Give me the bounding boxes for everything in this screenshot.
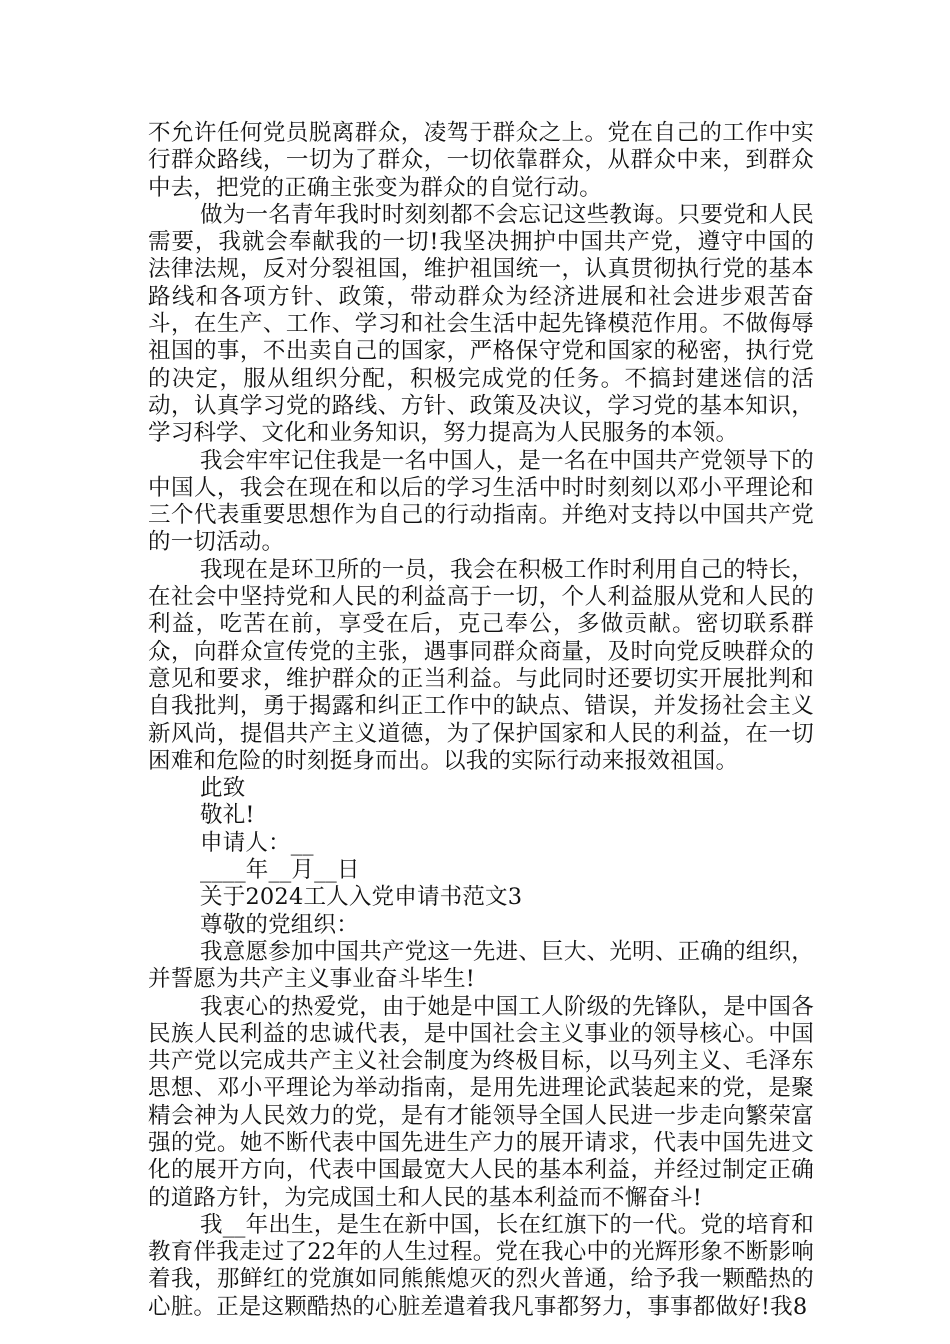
paragraph: 做为一名青年我时时刻刻都不会忘记这些教诲。只要党和人民需要，我就会奉献我的一切!我坚决拥护中国共产党，遵守中国的法律法规，反对分裂祖国，维护祖国统一，认真贯彻执行党的基本路线和各项方针、政策，带动群众为经济进展和社会进步艰苦奋斗，在生产、工作、学习和社会生活中起先锋模范作用。不做侮辱祖国的事，不出卖自己的国家，严格保守党和国家的秘密，执行党的决定，服从组织分配，积极完成党的任务。不搞封建迷信的活动，认真学习党的路线、方针、政策及决议，学习党的基本知识，学习科学、文化和业务知识，努力提高为人民服务的本领。 — [148, 201, 814, 447]
closing-salutation: 此致 — [200, 775, 246, 802]
paragraph: 不允许任何党员脱离群众，凌驾于群众之上。党在自己的工作中实行群众路线，一切为了群众，一切依靠群众，从群众中来，到群众中去，把党的正确主张变为群众的自觉行动。 — [148, 120, 814, 201]
paragraph: 我__年出生，是生在新中国，长在红旗下的一代。党的培育和教育伴我走过了22年的人生过程。党在我心中的光辉形象不断影响着我，那鲜红的党旗如同熊熊熄灭的烈火普通，给予我一颗酷热的心脏。正是这颗酷热的心脏差遣着我凡事都努力，事事都做好!我8 — [148, 1211, 814, 1320]
greeting: 尊敬的党组织： — [200, 911, 359, 938]
paragraph: 我会牢牢记住我是一名中国人，是一名在中国共产党领导下的中国人，我会在现在和以后的学习生活中时时刻刻以邓小平理论和三个代表重要思想作为自己的行动指南。并绝对支持以中国共产党的一切活动。 — [148, 447, 814, 556]
document-body — [148, 120, 814, 1321]
section-title: 关于2024工人入党申请书范文3 — [200, 884, 523, 911]
closing-regards: 敬礼! — [200, 802, 255, 829]
paragraph: 我意愿参加中国共产党这一先进、巨大、光明、正确的组织，并誓愿为共产主义事业奋斗毕生! — [148, 938, 814, 993]
applicant-signature-line: 申请人：__ — [200, 829, 314, 856]
paragraph: 我衷心的热爱党，由于她是中国工人阶级的先锋队，是中国各民族人民利益的忠诚代表，是中国社会主义事业的领导核心。中国共产党以完成共产主义社会制度为终极目标，以马列主义、毛泽东思想、邓小平理论为举动指南，是用先进理论武装起来的党，是聚精会神为人民效力的党，是有才能领导全国人民进一步走向繁荣富强的党。她不断代表中国先进生产力的展开请求，代表中国先进文化的展开方向，代表中国最宽大人民的基本利益，并经过制定正确的道路方针，为完成国土和人民的基本利益而不懈奋斗! — [148, 993, 814, 1211]
date-line: ____年__月__日 — [200, 857, 360, 884]
paragraph: 我现在是环卫所的一员，我会在积极工作时利用自己的特长，在社会中坚持党和人民的利益高于一切，个人利益服从党和人民的利益，吃苦在前，享受在后，克己奉公，多做贡献。密切联系群众，向群众宣传党的主张，遇事同群众商量，及时向党反映群众的意见和要求，维护群众的正当利益。与此同时还要切实开展批判和自我批判，勇于揭露和纠正工作中的缺点、错误，并发扬社会主义新风尚，提倡共产主义道德，为了保护国家和人民的利益，在一切困难和危险的时刻挺身而出。以我的实际行动来报效祖国。 — [148, 556, 814, 774]
